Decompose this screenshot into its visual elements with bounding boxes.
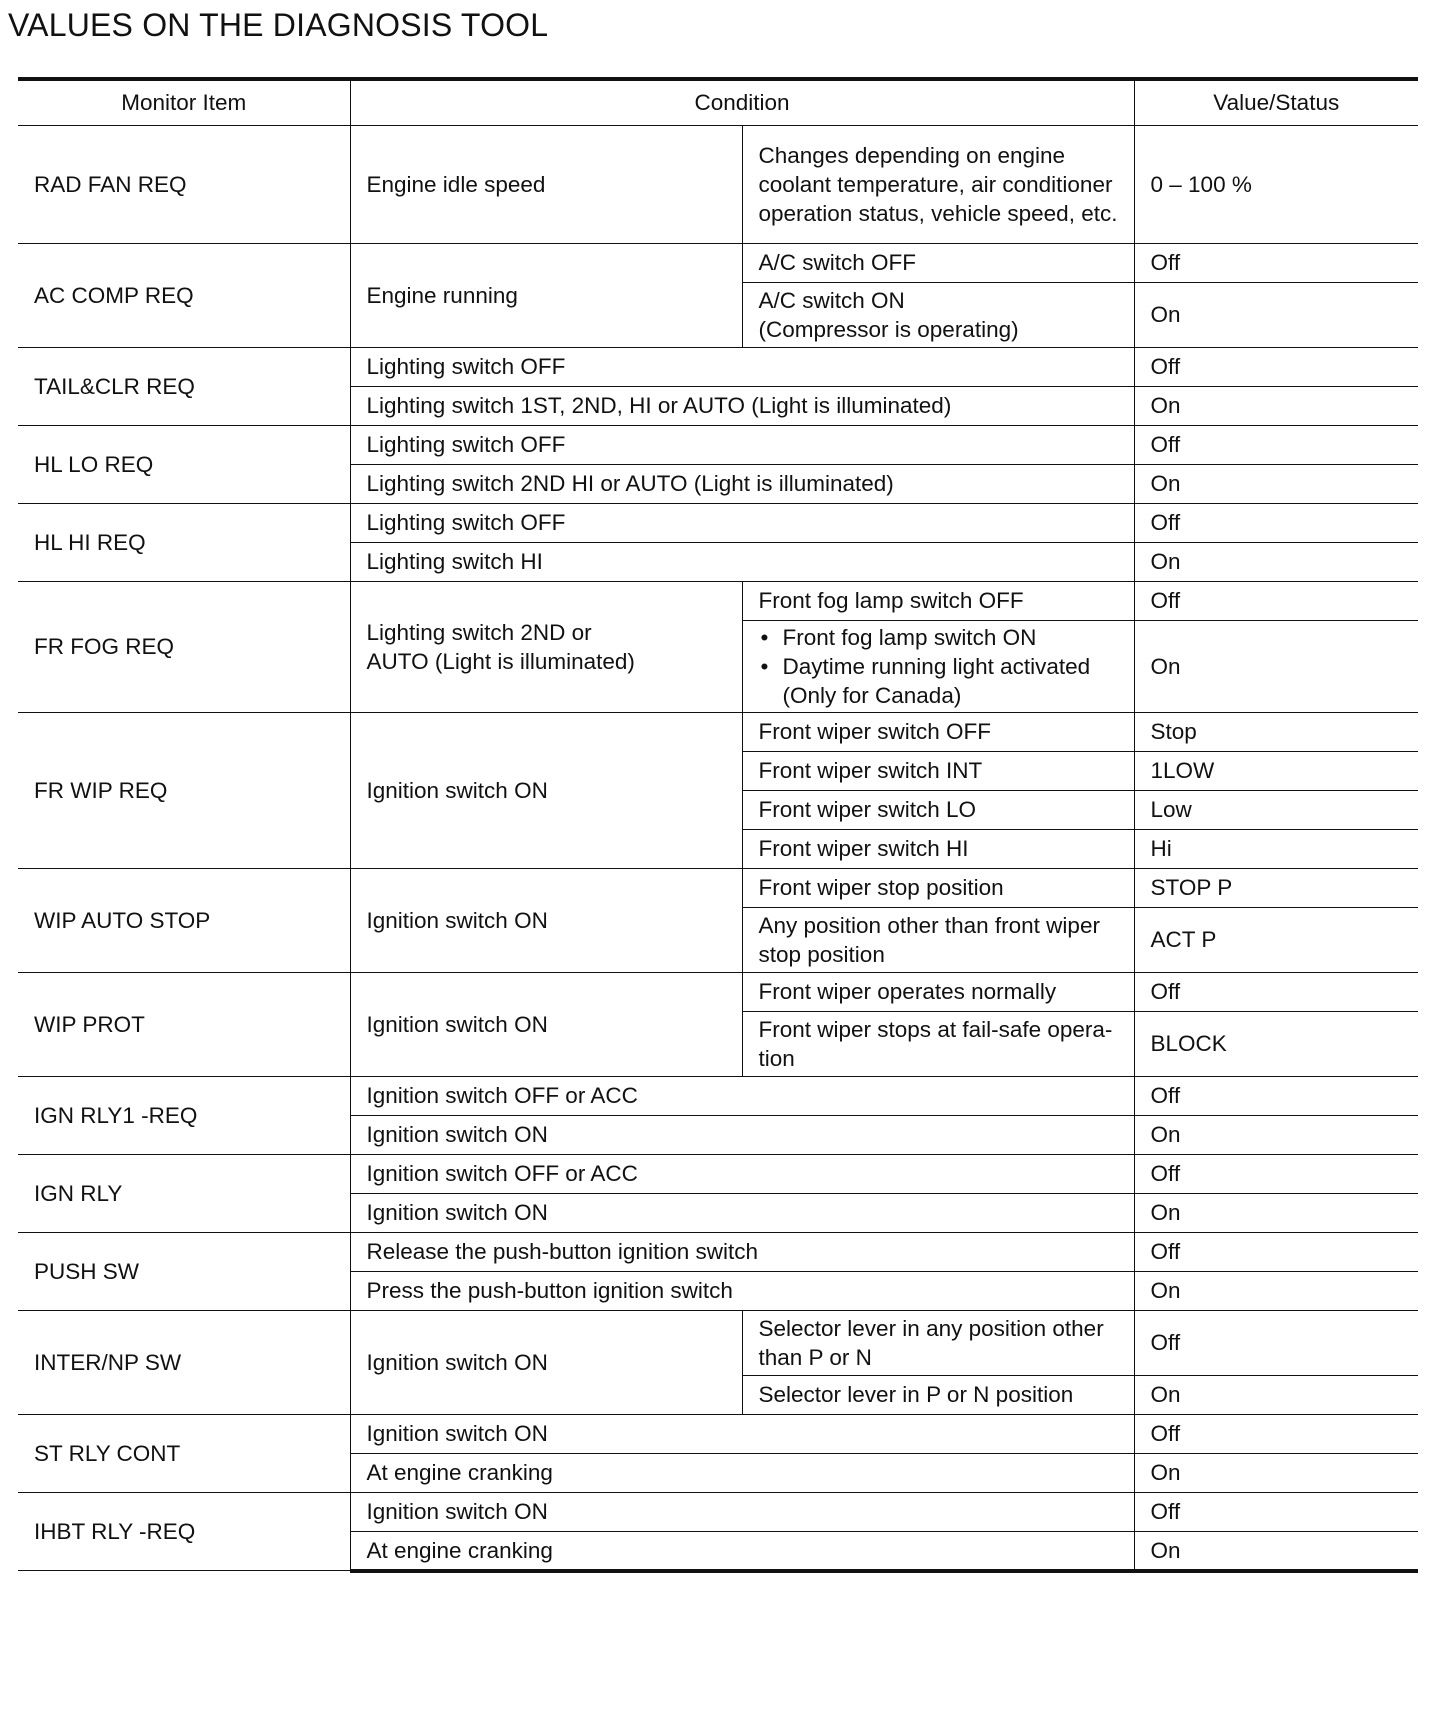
condition-detail-cell: Changes depending on engine coolant temperature, air conditioner operation status, vehicle speed, etc.: [742, 126, 1134, 244]
monitor-item-cell: WIP PROT: [18, 973, 350, 1077]
condition-cell: At engine cranking: [350, 1532, 1134, 1571]
table-row: [18, 348, 1418, 387]
condition-detail-cell: A/C switch OFF: [742, 244, 1134, 283]
header-value-status: Value/Status: [1134, 79, 1418, 126]
value-cell: Off: [1134, 504, 1418, 543]
condition-detail-line: Front wiper stops at fail-safe opera-: [758, 1016, 1113, 1042]
condition-cell: Engine running: [350, 244, 742, 348]
table-row: [18, 1077, 1418, 1116]
condition-cell: At engine cranking: [350, 1454, 1134, 1493]
condition-detail-cell: Front wiper switch HI: [742, 830, 1134, 869]
condition-cell: Release the push-button ignition switch: [350, 1233, 1134, 1272]
condition-line: AUTO (Light is illuminated): [366, 649, 635, 674]
condition-detail-cell: Selector lever in P or N position: [742, 1376, 1134, 1415]
diagnosis-values-table: [18, 77, 1418, 1573]
value-cell: On: [1134, 1194, 1418, 1233]
value-cell: ACT P: [1134, 908, 1418, 973]
condition-detail-cell: [742, 1012, 1134, 1077]
condition-detail-cell: Selector lever in any position other than P or N: [742, 1311, 1134, 1376]
value-cell: On: [1134, 1376, 1418, 1415]
condition-cell: Ignition switch OFF or ACC: [350, 1155, 1134, 1194]
condition-cell: Engine idle speed: [350, 126, 742, 244]
value-cell: 1LOW: [1134, 752, 1418, 791]
table-row: [18, 1415, 1418, 1454]
condition-detail-line: tion: [758, 1046, 795, 1071]
table-row: [18, 504, 1418, 543]
monitor-item-cell: TAIL&CLR REQ: [18, 348, 350, 426]
monitor-item-cell: HL LO REQ: [18, 426, 350, 504]
condition-detail-cell: Front wiper operates normally: [742, 973, 1134, 1012]
value-cell: On: [1134, 1116, 1418, 1155]
condition-detail-cell: Front fog lamp switch OFF: [742, 582, 1134, 621]
monitor-item-cell: ST RLY CONT: [18, 1415, 350, 1493]
monitor-item-cell: RAD FAN REQ: [18, 126, 350, 244]
value-cell: Off: [1134, 1493, 1418, 1532]
table-row: [18, 869, 1418, 908]
condition-cell: Lighting switch 1ST, 2ND, HI or AUTO (Light is illuminated): [350, 387, 1134, 426]
condition-detail-cell: [742, 283, 1134, 348]
condition-cell: Ignition switch ON: [350, 1415, 1134, 1454]
value-cell: On: [1134, 387, 1418, 426]
value-cell: On: [1134, 1454, 1418, 1493]
table-row: [18, 1155, 1418, 1194]
value-cell: Off: [1134, 244, 1418, 283]
monitor-item-cell: INTER/NP SW: [18, 1311, 350, 1415]
condition-cell: Ignition switch ON: [350, 713, 742, 869]
value-cell: Off: [1134, 1415, 1418, 1454]
condition-detail-cell: Front wiper switch INT: [742, 752, 1134, 791]
value-cell: Off: [1134, 1311, 1418, 1376]
bullet-item: • Front fog lamp switch ON: [783, 623, 1134, 652]
table-row: [18, 1493, 1418, 1532]
condition-cell: Ignition switch ON: [350, 1311, 742, 1415]
table-row: [18, 1233, 1418, 1272]
monitor-item-cell: HL HI REQ: [18, 504, 350, 582]
table-row: [18, 1311, 1418, 1376]
condition-cell: Press the push-button ignition switch: [350, 1272, 1134, 1311]
monitor-item-cell: PUSH SW: [18, 1233, 350, 1311]
value-cell: On: [1134, 543, 1418, 582]
condition-detail-cell: [742, 621, 1134, 713]
table-row: [18, 973, 1418, 1012]
condition-detail-line: A/C switch ON: [758, 287, 905, 313]
condition-cell: Lighting switch OFF: [350, 504, 1134, 543]
value-cell: Stop: [1134, 713, 1418, 752]
value-cell: BLOCK: [1134, 1012, 1418, 1077]
bullet-list: [759, 623, 1134, 711]
monitor-item-cell: WIP AUTO STOP: [18, 869, 350, 973]
page-title: VALUES ON THE DIAGNOSIS TOOL: [8, 7, 549, 43]
value-cell: On: [1134, 1272, 1418, 1311]
condition-cell: Lighting switch HI: [350, 543, 1134, 582]
value-cell: 0 – 100 %: [1134, 126, 1418, 244]
value-cell: On: [1134, 283, 1418, 348]
monitor-item-cell: FR WIP REQ: [18, 713, 350, 869]
value-cell: Off: [1134, 1155, 1418, 1194]
condition-cell: Lighting switch OFF: [350, 348, 1134, 387]
value-cell: On: [1134, 621, 1418, 713]
condition-cell: [350, 582, 742, 713]
value-cell: Off: [1134, 1077, 1418, 1116]
value-cell: Off: [1134, 582, 1418, 621]
table-row: [18, 582, 1418, 621]
condition-cell: Ignition switch ON: [350, 1493, 1134, 1532]
condition-detail-line: (Compressor is operating): [758, 317, 1019, 342]
value-cell: Off: [1134, 348, 1418, 387]
monitor-item-cell: IGN RLY: [18, 1155, 350, 1233]
value-cell: STOP P: [1134, 869, 1418, 908]
monitor-item-cell: IHBT RLY -REQ: [18, 1493, 350, 1571]
monitor-item-cell: FR FOG REQ: [18, 582, 350, 713]
condition-detail-cell: Front wiper stop position: [742, 869, 1134, 908]
header-condition: Condition: [350, 79, 1134, 126]
table-header-row: [18, 79, 1418, 126]
table-row: [18, 713, 1418, 752]
condition-cell: Lighting switch 2ND HI or AUTO (Light is illuminated): [350, 465, 1134, 504]
condition-cell: Ignition switch ON: [350, 973, 742, 1077]
monitor-item-cell: AC COMP REQ: [18, 244, 350, 348]
table-row: [18, 426, 1418, 465]
condition-cell: Lighting switch OFF: [350, 426, 1134, 465]
condition-detail-cell: Front wiper switch LO: [742, 791, 1134, 830]
value-cell: Off: [1134, 426, 1418, 465]
value-cell: Off: [1134, 1233, 1418, 1272]
value-cell: Hi: [1134, 830, 1418, 869]
condition-cell: Ignition switch ON: [350, 1194, 1134, 1233]
value-cell: On: [1134, 1532, 1418, 1571]
condition-line: Lighting switch 2ND or: [366, 619, 592, 645]
header-monitor-item: Monitor Item: [18, 79, 350, 126]
table-row: [18, 126, 1418, 244]
value-cell: Off: [1134, 973, 1418, 1012]
monitor-item-cell: IGN RLY1 -REQ: [18, 1077, 350, 1155]
condition-cell: Ignition switch ON: [350, 869, 742, 973]
bullet-item: • Daytime running light activated (Only for Canada): [783, 652, 1134, 711]
condition-detail-cell: Any position other than front wiper stop position: [742, 908, 1134, 973]
condition-detail-cell: Front wiper switch OFF: [742, 713, 1134, 752]
condition-cell: Ignition switch OFF or ACC: [350, 1077, 1134, 1116]
condition-cell: Ignition switch ON: [350, 1116, 1134, 1155]
table-row: [18, 244, 1418, 283]
value-cell: Low: [1134, 791, 1418, 830]
value-cell: On: [1134, 465, 1418, 504]
